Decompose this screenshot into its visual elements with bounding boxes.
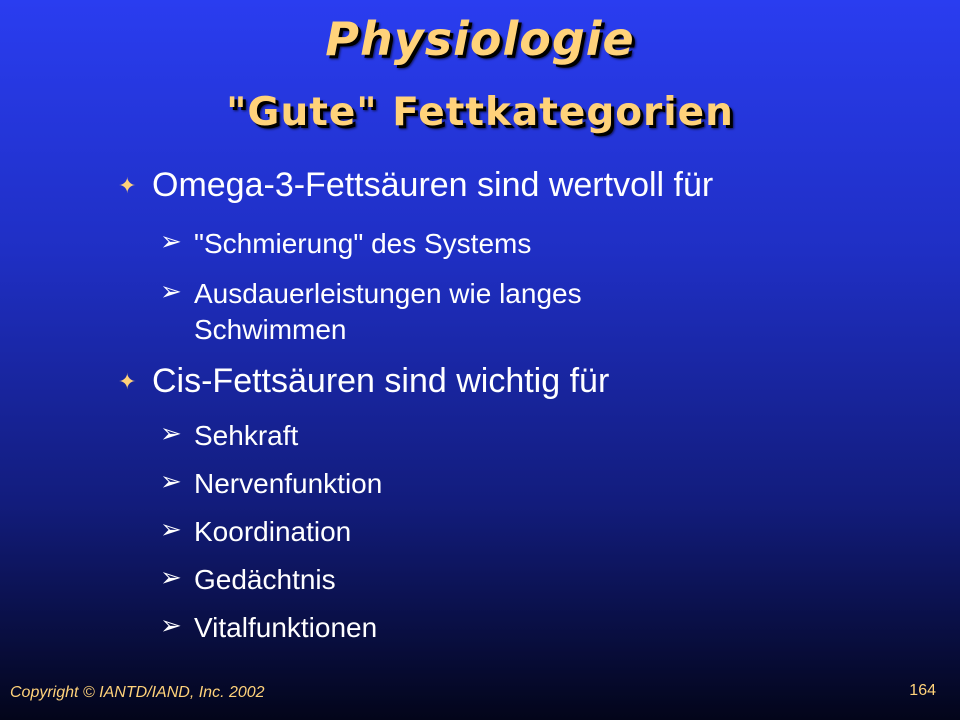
arrowhead-icon: ➢ [160, 277, 182, 307]
list-item [160, 466, 382, 502]
list-item [160, 514, 351, 550]
arrowhead-icon: ➢ [160, 611, 182, 641]
section-heading-text: Cis-Fettsäuren sind wichtig für [152, 362, 610, 400]
arrowhead-icon: ➢ [160, 467, 182, 497]
arrowhead-icon: ➢ [160, 419, 182, 449]
slide-title: Physiologie [325, 12, 635, 66]
list-item [160, 610, 377, 646]
list-item-text: Nervenfunktion [194, 468, 383, 499]
list-item-text: Sehkraft [194, 420, 299, 451]
list-item-text: Koordination [194, 516, 352, 547]
section-heading-omega3 [118, 166, 713, 206]
arrowhead-icon: ➢ [160, 563, 182, 593]
list-item [160, 418, 298, 454]
four-point-star-icon: ✦ [118, 369, 137, 394]
list-item [160, 226, 531, 262]
list-item-text: Gedächtnis [194, 564, 336, 595]
section-heading-text: Omega-3-Fettsäuren sind wertvoll für [152, 166, 714, 204]
slide-subtitle: "Gute" Fettkategorien [226, 90, 734, 135]
copyright: Copyright © IANTD/IAND, Inc. 2002 [10, 684, 265, 701]
list-item [160, 276, 594, 348]
list-item [160, 562, 336, 598]
list-item-text: Ausdauerleistungen wie langes Schwimmen [194, 278, 582, 345]
list-item-text: "Schmierung" des Systems [194, 228, 532, 259]
four-point-star-icon: ✦ [118, 173, 137, 198]
arrowhead-icon: ➢ [160, 515, 182, 545]
page-number: 164 [909, 682, 936, 699]
arrowhead-icon: ➢ [160, 227, 182, 257]
list-item-text: Vitalfunktionen [194, 612, 378, 643]
section-heading-cis [118, 362, 609, 402]
